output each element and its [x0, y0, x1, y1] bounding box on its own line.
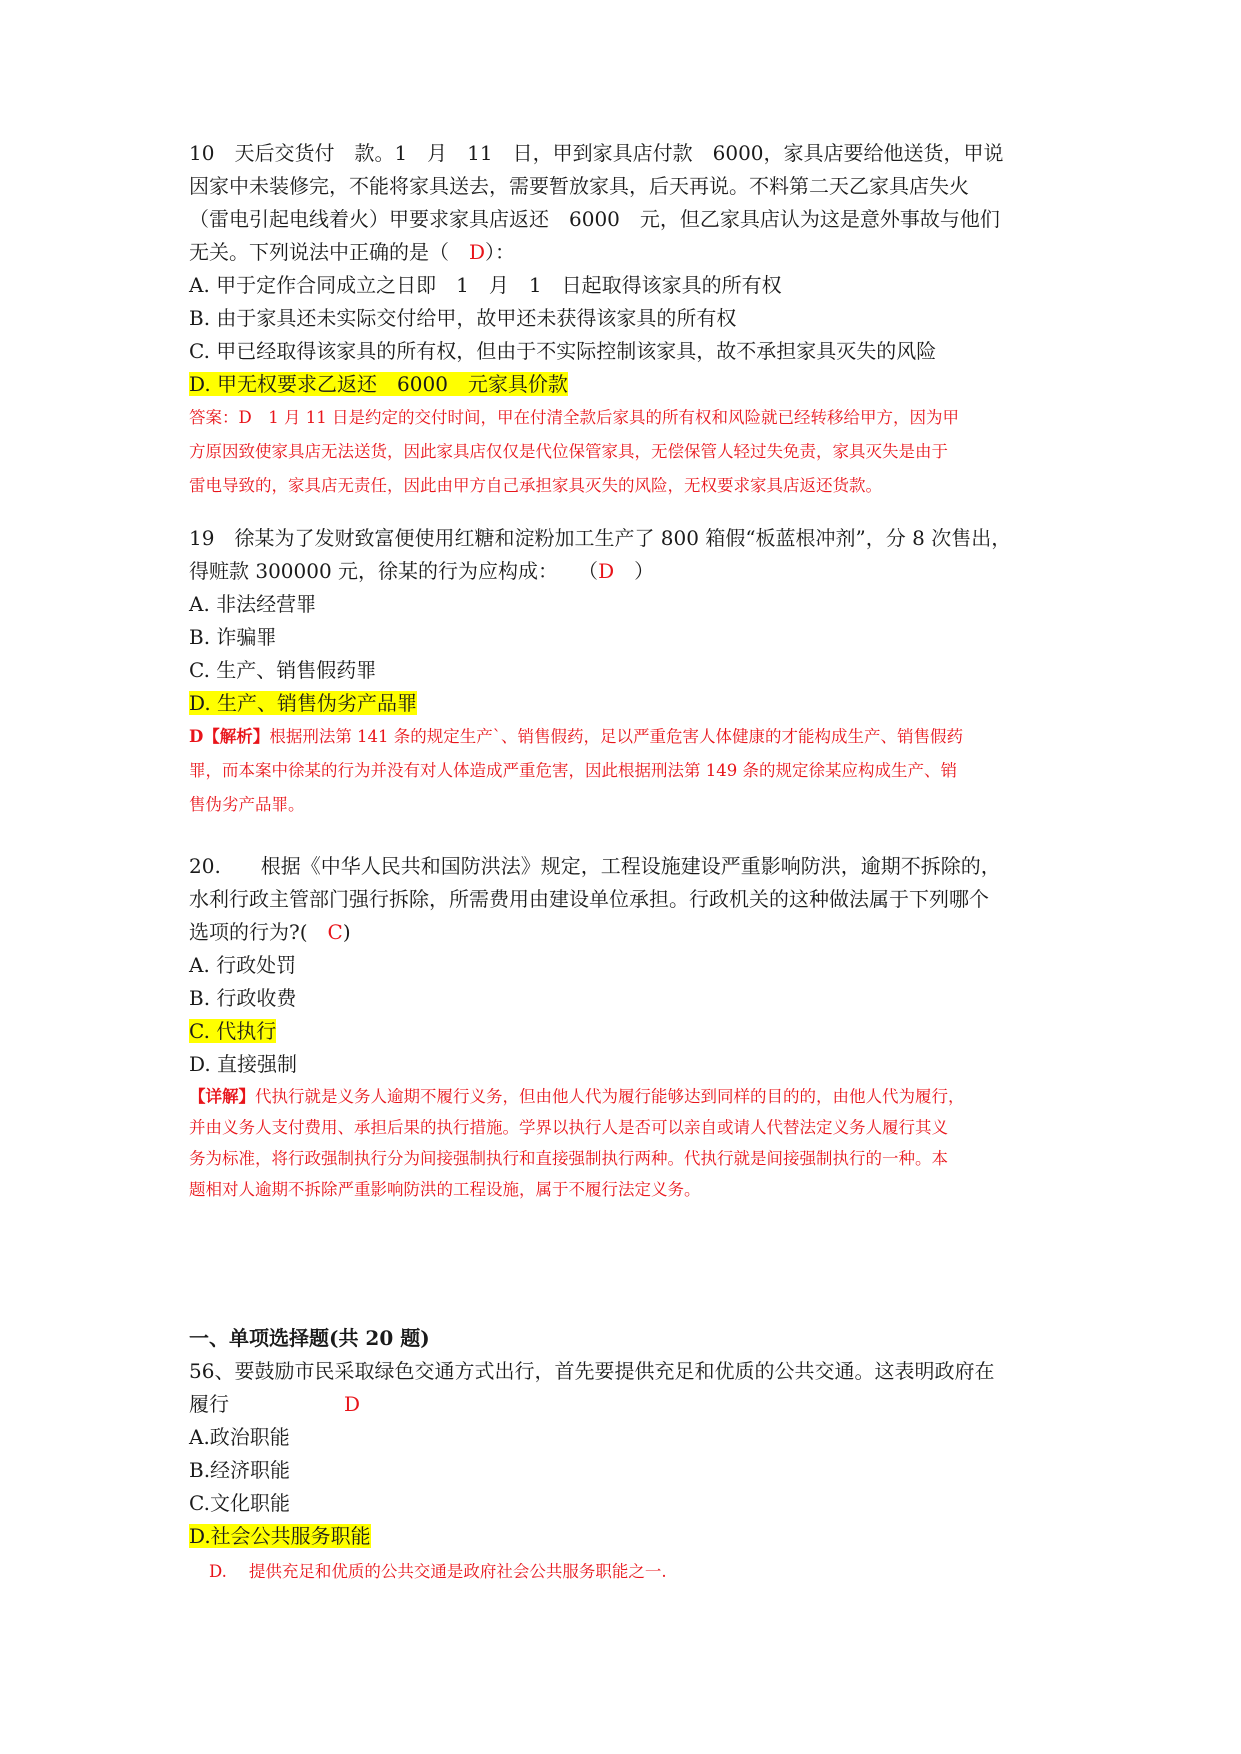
section-heading-block	[189, 1322, 1069, 1355]
q56-option-c: C.文化职能	[189, 1491, 290, 1515]
q19-stem-line-2	[189, 555, 1069, 588]
q20-stem-line-3	[189, 916, 1069, 949]
q10-explanation-line-1: 答案：D 1 月 11 日是约定的交付时间，甲在付清全款后家具的所有权和风险就已经转移给甲方，因为甲	[189, 408, 959, 427]
section-heading: 一、单项选择题(共 20 题)	[189, 1326, 430, 1350]
q20-option-d: D. 直接强制	[189, 1052, 298, 1076]
q56-stem-line-1: 56、要鼓励市民采取绿色交通方式出行，首先要提供充足和优质的公共交通。这表明政府在	[189, 1359, 995, 1383]
q10-stem-line-1: 10 天后交货付 款。1 月 11 日，甲到家具店付款 6000，家具店要给他送货，甲说	[189, 141, 1004, 165]
q10-option-b: B. 由于家具还未实际交付给甲，故甲还未获得该家具的所有权	[189, 306, 737, 330]
question-56	[189, 1355, 1069, 1591]
q10-option-c: C. 甲已经取得该家具的所有权，但由于不实际控制该家具，故不承担家具灭失的风险	[189, 339, 937, 363]
q19-explanation-line-1	[189, 720, 1069, 754]
q56-explanation-text: 提供充足和优质的公共交通是政府社会公共服务职能之一.	[248, 1562, 667, 1581]
q56-correct-option: D.社会公共服务职能	[189, 1524, 371, 1548]
q10-correct-option: D. 甲无权要求乙返还 6000 元家具价款	[189, 372, 568, 396]
q20-stem-line-2: 水利行政主管部门强行拆除，所需费用由建设单位承担。行政机关的这种做法属于下列哪个	[189, 887, 989, 911]
q19-explanation-line-2: 罪，而本案中徐某的行为并没有对人体造成严重危害，因此根据刑法第 149 条的规定徐某应构成生产、销	[189, 761, 957, 780]
q56-option-b: B.经济职能	[189, 1458, 291, 1482]
q56-option-d	[189, 1520, 1069, 1553]
question-10	[189, 137, 1069, 503]
q19-option-c: C. 生产、销售假药罪	[189, 658, 377, 682]
q19-explanation-line-3: 售伪劣产品罪。	[189, 795, 305, 814]
q20-explanation-line-1	[189, 1081, 1069, 1112]
q20-stem-tail: )	[342, 920, 351, 944]
q10-stem-text: 无关。下列说法中正确的是（	[189, 240, 469, 264]
q10-stem-line-3: （雷电引起电线着火）甲要求家具店返还 6000 元，但乙家具店认为这是意外事故与他们	[189, 207, 1000, 231]
q19-correct-option: D. 生产、销售伪劣产品罪	[189, 691, 418, 715]
q19-option-b: B. 诈骗罪	[189, 625, 277, 649]
q20-explanation-line-2: 并由义务人支付费用、承担后果的执行措施。学界以执行人是否可以亲自或请人代替法定义务人履行其义	[189, 1118, 948, 1137]
question-19	[189, 522, 1069, 822]
q10-option-d	[189, 368, 1069, 401]
q20-answer-mark: C	[327, 920, 343, 944]
q19-explanation-label: D【解析】	[189, 727, 270, 746]
q56-stem-text: 履行	[189, 1392, 229, 1416]
q10-answer-mark: D	[469, 240, 486, 264]
q19-stem-line-1: 19 徐某为了发财致富便使用红糖和淀粉加工生产了 800 箱假“板蓝根冲剂”，分 8 次售出，	[189, 526, 1012, 550]
q10-stem-line-4	[189, 236, 1069, 269]
q20-option-b: B. 行政收费	[189, 986, 297, 1010]
q20-correct-option: C. 代执行	[189, 1019, 277, 1043]
q10-explanation-line-3: 雷电导致的，家具店无责任，因此由甲方自己承担家具灭失的风险，无权要求家具店返还货款。	[189, 476, 882, 495]
q20-stem-text: 选项的行为?(	[189, 920, 328, 944]
q10-stem-tail: ）：	[485, 240, 516, 264]
q19-answer-mark: D	[598, 559, 615, 583]
q20-explanation-line-3: 务为标准，将行政强制执行分为间接强制执行和直接强制执行两种。代执行就是间接强制执行的一种。本	[189, 1149, 948, 1168]
q20-option-c	[189, 1015, 1069, 1048]
q10-option-a: A. 甲于定作合同成立之日即 1 月 1 日起取得该家具的所有权	[189, 273, 782, 297]
q56-option-a: A.政治职能	[189, 1425, 290, 1449]
q56-stem-line-2	[189, 1388, 1069, 1421]
q19-stem-text: 得赃款 300000 元，徐某的行为应构成： （	[189, 559, 599, 583]
q56-answer-mark: D	[344, 1392, 361, 1416]
q56-explanation-label: D.	[209, 1562, 227, 1581]
q19-option-d	[189, 687, 1069, 720]
q19-option-a: A. 非法经营罪	[189, 592, 317, 616]
q56-explanation	[189, 1553, 1069, 1591]
q19-stem-tail: ）	[614, 559, 655, 583]
question-20	[189, 850, 1069, 1205]
q20-option-a: A. 行政处罚	[189, 953, 297, 977]
q20-explanation-line-4: 题相对人逾期不拆除严重影响防洪的工程设施，属于不履行法定义务。	[189, 1180, 701, 1199]
q10-stem-line-2: 因家中未装修完，不能将家具送去，需要暂放家具，后天再说。不料第二天乙家具店失火	[189, 174, 969, 198]
q20-explanation-text: 代执行就是义务人逾期不履行义务，但由他人代为履行能够达到同样的目的的，由他人代为履行，	[255, 1087, 965, 1106]
q10-explanation-line-2: 方原因致使家具店无法送货，因此家具店仅仅是代位保管家具，无偿保管人轻过失免责，家具灭失是由于	[189, 442, 948, 461]
q20-explanation-label: 【详解】	[189, 1087, 255, 1106]
q20-stem-line-1: 20. 根据《中华人民共和国防洪法》规定，工程设施建设严重影响防洪，逾期不拆除的，	[189, 854, 1001, 878]
q19-explanation-text: 根据刑法第 141 条的规定生产`、销售假药，足以严重危害人体健康的才能构成生产、销售假药	[269, 727, 964, 746]
